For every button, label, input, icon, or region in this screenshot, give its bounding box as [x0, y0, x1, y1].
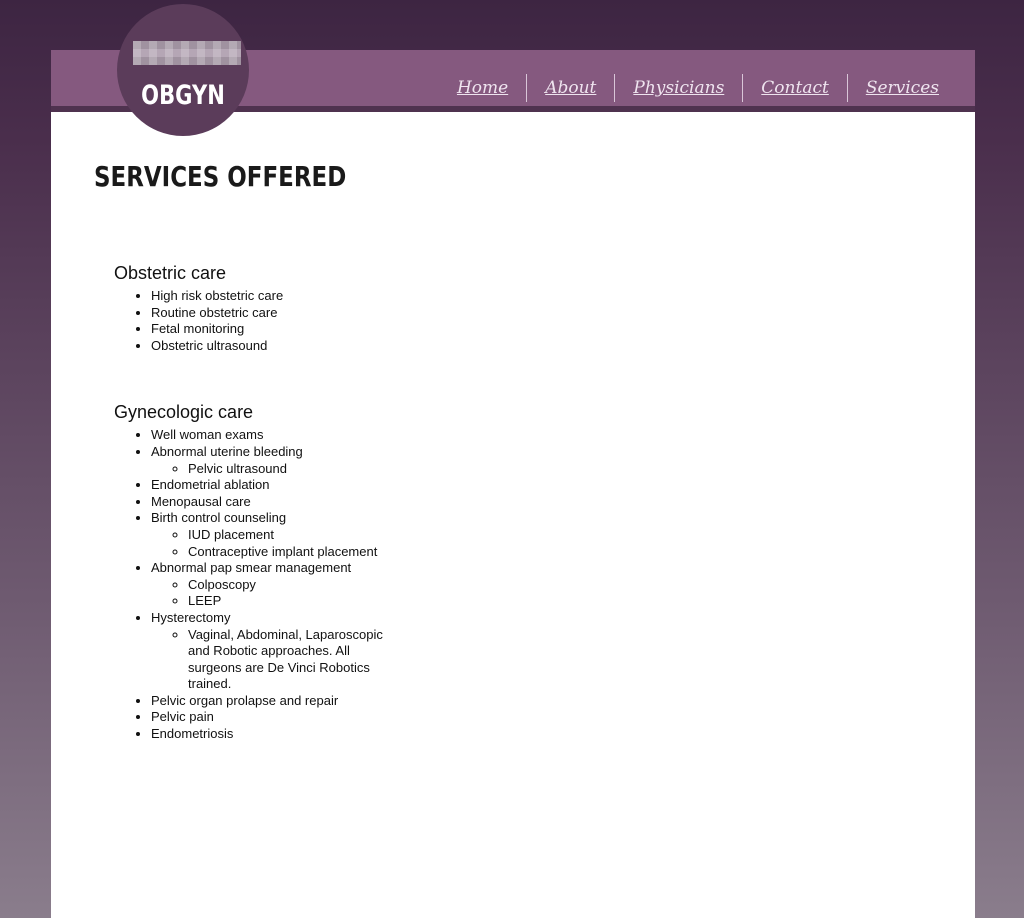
nav-about[interactable]: About	[545, 78, 597, 98]
list-item: • Routine obstetric care	[151, 305, 414, 322]
list-item-label: Birth control counseling	[151, 510, 287, 526]
list-item: • Pelvic pain	[151, 709, 414, 726]
nav-services[interactable]: Services	[865, 78, 939, 98]
obstetric-list	[114, 288, 414, 354]
sub-list	[151, 627, 398, 693]
logo-blurred-name	[133, 41, 241, 65]
list-item: • Pelvic organ prolapse and repair	[151, 693, 414, 710]
nav-home[interactable]: Home	[456, 78, 509, 98]
list-item-label: Abnormal uterine bleeding	[151, 443, 303, 459]
sub-list-item: ◦ LEEP	[188, 593, 398, 610]
sub-list-item: ◦ IUD placement	[188, 527, 398, 544]
nav-contact[interactable]: Contact	[761, 78, 829, 98]
list-item: • Fetal monitoring	[151, 321, 414, 338]
sub-list-item: ◦ Pelvic ultrasound	[188, 461, 398, 478]
list-item	[151, 444, 414, 477]
section-heading-obstetric: Obstetric care	[114, 263, 227, 283]
sub-list-item: ◦ Vaginal, Abdominal, Laparoscopic and Robotic approaches. All surgeons are De Vinci Robotics trained.	[188, 627, 398, 693]
services-content	[114, 262, 414, 743]
nav-physicians[interactable]: Physicians	[633, 78, 725, 98]
list-item	[151, 610, 414, 693]
main-nav	[439, 74, 957, 102]
list-item: • Well woman exams	[151, 427, 414, 444]
page-title: SERVICES OFFERED	[94, 160, 347, 193]
gynecologic-list	[114, 427, 414, 742]
list-item-label: Abnormal pap smear management	[151, 560, 352, 576]
page-container	[51, 50, 975, 918]
sub-list	[151, 527, 398, 560]
header-bar	[51, 50, 975, 112]
section-heading-gynecologic: Gynecologic care	[114, 402, 254, 423]
logo-text: OBGYN	[141, 80, 225, 111]
list-item: • Menopausal care	[151, 494, 414, 511]
sub-list	[151, 577, 398, 610]
sub-list	[151, 461, 398, 478]
logo[interactable]	[117, 4, 249, 136]
list-item-label: Hysterectomy	[151, 609, 231, 625]
list-item: • Endometriosis	[151, 726, 414, 743]
list-item	[151, 510, 414, 560]
sub-list-item: ◦ Contraceptive implant placement	[188, 544, 398, 561]
list-item: • High risk obstetric care	[151, 288, 414, 305]
list-item: • Obstetric ultrasound	[151, 338, 414, 355]
list-item	[151, 560, 414, 610]
section-spacer	[114, 354, 414, 401]
list-item: • Endometrial ablation	[151, 477, 414, 494]
sub-list-item: ◦ Colposcopy	[188, 577, 398, 594]
